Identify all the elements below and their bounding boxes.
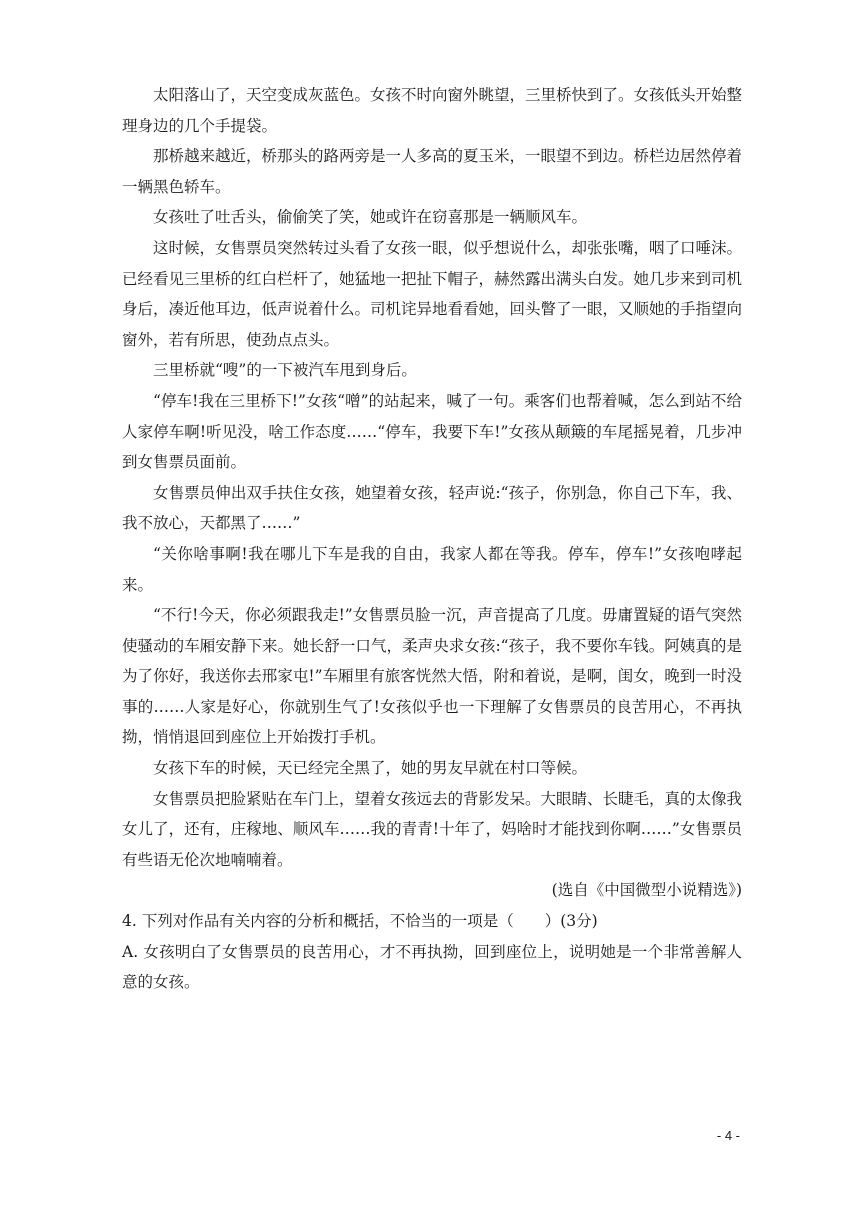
paragraph: 三里桥就“嗖”的一下被汽车甩到身后。 [153,361,417,380]
paragraph: 这时候，女售票员突然转过头看了女孩一眼，似乎想说什么，却张张嘴，咽了口唾沫。已经看见三里桥的红白栏杆了，她猛地一把扯下帽子，赫然露出满头白发。她几步来到司机身后，凑近他耳边，低声说着什么。司机诧异地看看她，回头瞥了一眼，又顺她的手指望向窗外，若有所思，使劲点点头。 [122,238,743,349]
article-body [122,80,742,998]
paragraph: “不行!今天，你必须跟我走!”女售票员脸一沉，声音提高了几度。毋庸置疑的语气突然使骚动的车厢安静下来。她长舒一口气，柔声央求女孩:“孩子，我不要你车钱。阿姨真的是为了你好，我送你去邢家屯!”车厢里有旅客恍然大悟，附和着说，是啊，闺女，晚到一时没事的……人家是好心，你就别生气了!女孩似乎也一下理解了女售票员的良苦用心，不再执拗，悄悄退回到座位上开始拨打手机。 [122,606,742,747]
paragraph: “关你啥事啊!我在哪儿下车是我的自由，我家人都在等我。停车，停车!”女孩咆哮起来。 [122,544,742,594]
paragraph: 女售票员伸出双手扶住女孩，她望着女孩，轻声说:“孩子，你别急，你自己下车，我、我不放心，天都黑了……” [122,483,742,533]
source-citation: (选自《中国微型小说精选》) [551,881,742,900]
paragraph: 女孩吐了吐舌头，偷偷笑了笑，她或许在窃喜那是一辆顺风车。 [153,208,588,227]
paragraph: 太阳落山了，天空变成灰蓝色。女孩不时向窗外眺望，三里桥快到了。女孩低头开始整理身边的几个手提袋。 [122,86,743,135]
page-number: - 4 - [716,1128,740,1143]
option-a: A. 女孩明白了女售票员的良苦用心，才不再执拗，回到座位上，说明她是一个非常善解人意的女孩。 [122,942,742,992]
paragraph: 那桥越来越近，桥那头的路两旁是一人多高的夏玉米，一眼望不到边。桥栏边居然停着一辆黑色轿车。 [122,147,743,196]
paragraph: 女孩下车的时候，天已经完全黑了，她的男友早就在村口等候。 [153,759,588,778]
question-4: 4. 下列对作品有关内容的分析和概括，不恰当的一项是（ ）(3分) [122,912,598,931]
paragraph: “停车!我在三里桥下!”女孩“噌”的站起来，喊了一句。乘客们也帮着喊，怎么到站不给人家停车啊!听见没，啥工作态度……“停车，我要下车!”女孩从颠簸的车尾摇晃着，几步冲到女售票员面前。 [122,391,742,472]
paragraph: 女售票员把脸紧贴在车门上，望着女孩远去的背影发呆。大眼睛、长睫毛，真的太像我女儿了，还有，庄稼地、顺风车……我的青青!十年了，妈啥时才能找到你啊……”女售票员有些语无伦次地喃喃着。 [122,789,743,869]
